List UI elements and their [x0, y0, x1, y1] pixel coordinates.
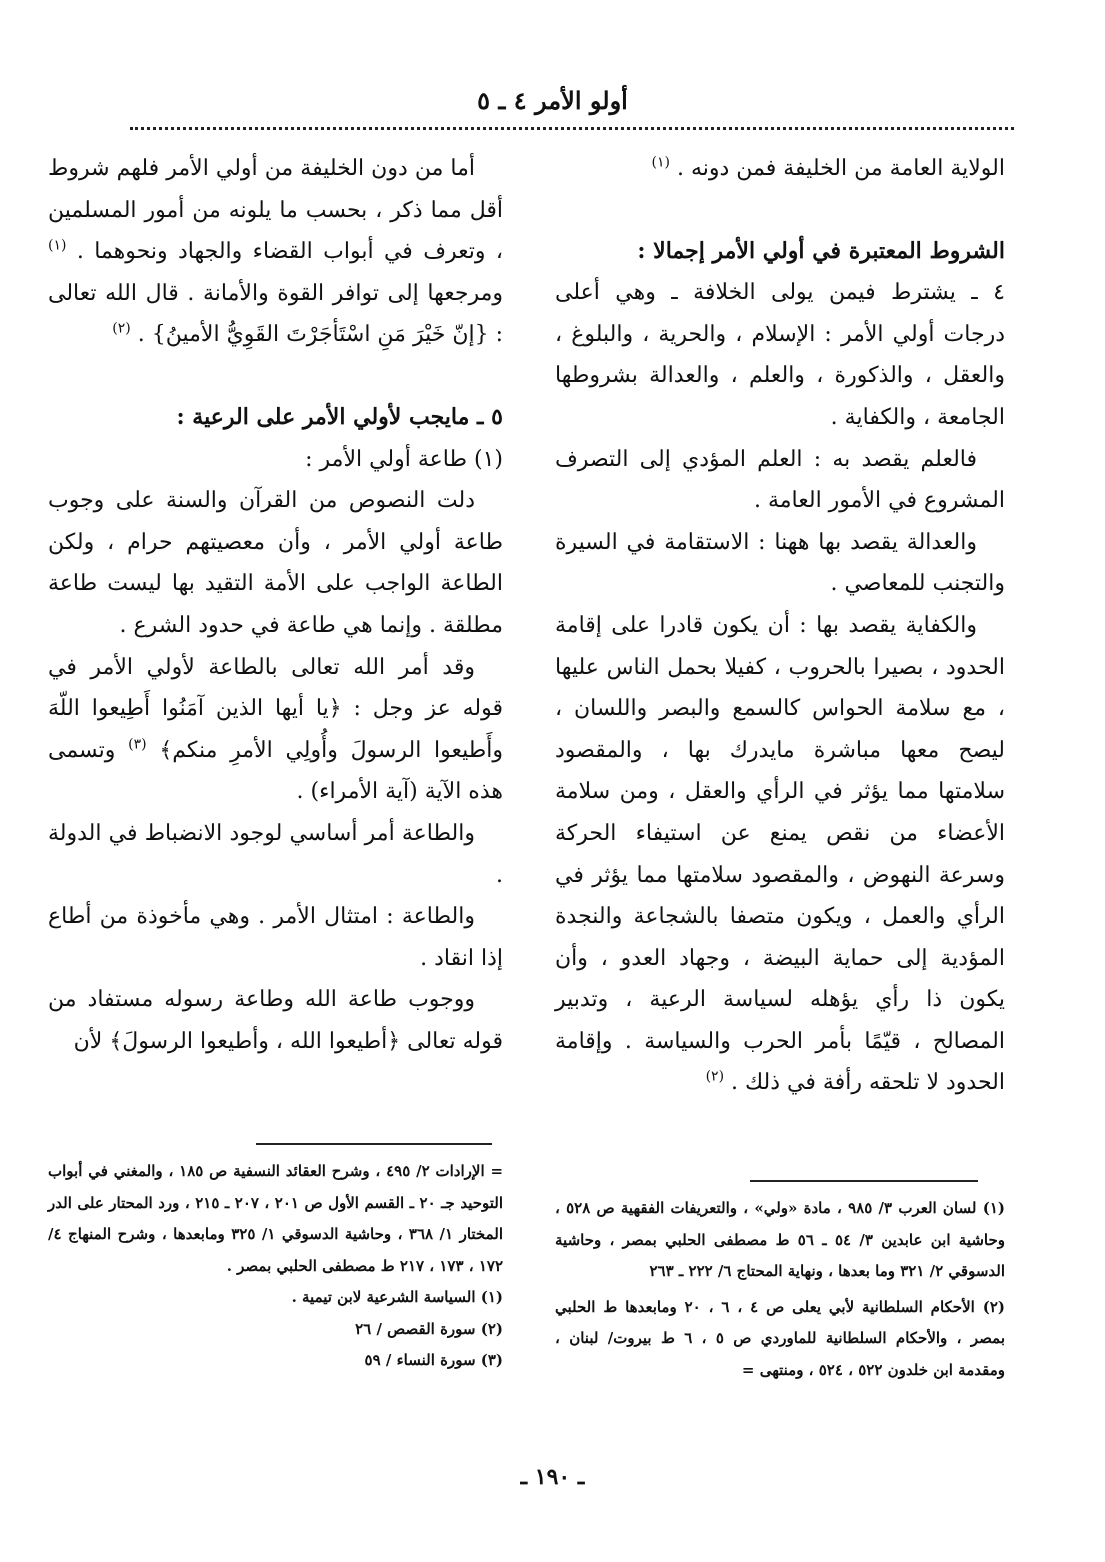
paragraph-text: الولاية العامة من الخليفة فمن دونه . — [676, 156, 1005, 181]
footnote-ref: (١) — [651, 154, 670, 171]
paragraph: والعدالة يقصد بها ههنا : الاستقامة في السيرة والتجنب للمعاصي . — [555, 529, 1005, 597]
footnote-separator — [256, 1143, 492, 1145]
section-heading: الشروط المعتبرة في أولي الأمر إجمالا : — [637, 237, 1005, 264]
paragraph: والطاعة أمر أساسي لوجود الانضباط في الدولة . — [48, 820, 503, 888]
right-column — [555, 148, 1005, 1104]
footnote-ref: (٢) — [705, 1069, 725, 1086]
paragraph-text: أما من دون الخليفة من أولي الأمر فلهم شروط أقل مما ذكر ، بحسب ما يلونه من أمور المسلمين ، وتعرف في أبواب القضاء والجهاد ونحوهما . — [48, 156, 503, 265]
header-dotted-rule — [130, 127, 1014, 130]
footnote-continuation: = الإرادات ٢/ ٤٩٥ ، وشرح العقائد النسفية ص ١٨٥ ، والمغني في أبواب التوحيد جـ ٢٠ ـ القسم الأول ص ٢٠١ ، ٢٠٧ ـ ٢١٥ ، ورد المحتار على الدر المختار ١/ ٣٦٨ ، وحاشية الدسوقي ١/ ٣٢٥ ومابعدها ، وشرح المنهاج ٤/ ١٧٢ ، ١٧٣ ، ٢١٧ ط مصطفى الحلبي بمصر . — [48, 1162, 504, 1275]
paragraph: والطاعة : امتثال الأمر . وهي مأخوذة من أطاع إذا انقاد . — [48, 904, 503, 971]
paragraph — [48, 148, 503, 356]
footnote: (١) السياسة الشرعية لابن تيمية . — [291, 1288, 503, 1306]
subheading: (١) طاعة أولي الأمر : — [305, 446, 503, 472]
paragraph — [48, 647, 503, 813]
paragraph: فالعلم يقصد به : العلم المؤدي إلى التصرف المشروع في الأمور العامة . — [555, 446, 1005, 514]
footnote: (٣) سورة النساء / ٥٩ — [364, 1351, 503, 1369]
footnote-ref: (٣) — [128, 736, 147, 753]
spacer — [48, 356, 503, 397]
paragraph: ٤ ـ يشترط فيمن يولى الخلافة ـ وهي أعلى درجات أولي الأمر : الإسلام ، والحرية ، والبلوغ ، والعقل ، والذكورة ، والعلم ، والعدالة بشروطها الجامعة ، والكفاية . — [555, 280, 1005, 430]
page-number: ـ ١٩٠ ـ — [520, 1464, 585, 1490]
footnote: (١) لسان العرب ٣/ ٩٨٥ ، مادة «ولي» ، والتعريفات الفقهية ص ٥٢٨ ، وحاشية ابن عابدين ٣/ ٥٤ ـ ٥٦ ط مصطفى الحلبي بمصر ، وحاشية الدسوقي ٢/ ٣٢١ وما بعدها ، ونهاية المحتاج ٦/ ٢٢٢ ـ ٢٦٣ — [555, 1199, 1006, 1280]
footnotes-right — [555, 1193, 1005, 1386]
paragraph: ووجوب طاعة الله وطاعة رسوله مستفاد من قوله تعالى ﴿أطيعوا الله ، وأطيعوا الرسولَ﴾ لأن — [48, 987, 503, 1054]
footnote: (٢) سورة القصص / ٢٦ — [355, 1319, 503, 1338]
paragraph — [555, 605, 1005, 1104]
footnote-ref: (٢) — [112, 321, 131, 338]
paragraph-text: ومرجعها إلى توافر القوة والأمانة . قال الله تعالى : {إنّ خَيْرَ مَنِ اسْتَأجَرْتَ القَوِيُّ الأمينُ} . — [48, 280, 503, 348]
left-column — [48, 148, 503, 1062]
footnote: (٢) الأحكام السلطانية لأبي يعلى ص ٤ ، ٦ ، ٢٠ ومابعدها ط الحلبي بمصر ، والأحكام السلطانية للماوردي ص ٥ ، ٦ ط بيروت/ لبنان ، ومقدمة ابن خلدون ٥٢٢ ، ٥٢٤ ، ومنتهى = — [555, 1297, 1005, 1379]
paragraph-text: وتسمى هذه الآية (آية الأمراء) . — [48, 737, 503, 805]
section-heading: ٥ ـ مايجب لأولي الأمر على الرعية : — [176, 403, 503, 430]
paragraph: دلت النصوص من القرآن والسنة على وجوب طاعة أولي الأمر ، وأن معصيتهم حرام ، ولكن الطاعة الواجب على الأمة التقيد بها ليست طاعة مطلقة . وإنما هي طاعة في حدود الشرع . — [48, 488, 503, 638]
paragraph-text: وقد أمر الله تعالى بالطاعة لأولي الأمر في قوله عز وجل : ﴿يا أيها الذين آمَنُوا أَطِيعوا اللّهَ وأَطيعوا الرسولَ وأُولِي الأمرِ منكم﴾ — [48, 654, 503, 763]
footnote-ref: (١) — [48, 237, 67, 254]
footnote-separator — [750, 1180, 978, 1182]
running-title: أولو الأمر ٤ ـ ٥ — [477, 86, 628, 115]
paragraph-text: والكفاية يقصد بها : أن يكون قادرا على إقامة الحدود ، بصيرا بالحروب ، كفيلا بحمل الناس عليها ، مع سلامة الحواس كالسمع والبصر واللسان ، ليصح معها مباشرة مايدرك بها ، والمقصود سلامتها مما يؤثر في الرأي والعقل ، ومن سلامة الأعضاء من نقص يمنع عن استيفاء الحركة وسرعة النهوض ، والمقصود سلامتها مما يؤثر في الرأي والعمل ، ويكون متصفا بالشجاعة والنجدة المؤدية إلى حماية البيضة ، وجهاد العدو ، وأن يكون ذا رأي يؤهله لسياسة الرعية ، وتدبير المصالح ، قيّمًا بأمر الحرب والسياسة . وإقامة الحدود لا تلحقه رأفة في ذلك . — [555, 612, 1005, 1096]
spacer — [555, 190, 1005, 231]
paragraph — [555, 148, 1005, 190]
footnotes-left — [48, 1156, 503, 1377]
